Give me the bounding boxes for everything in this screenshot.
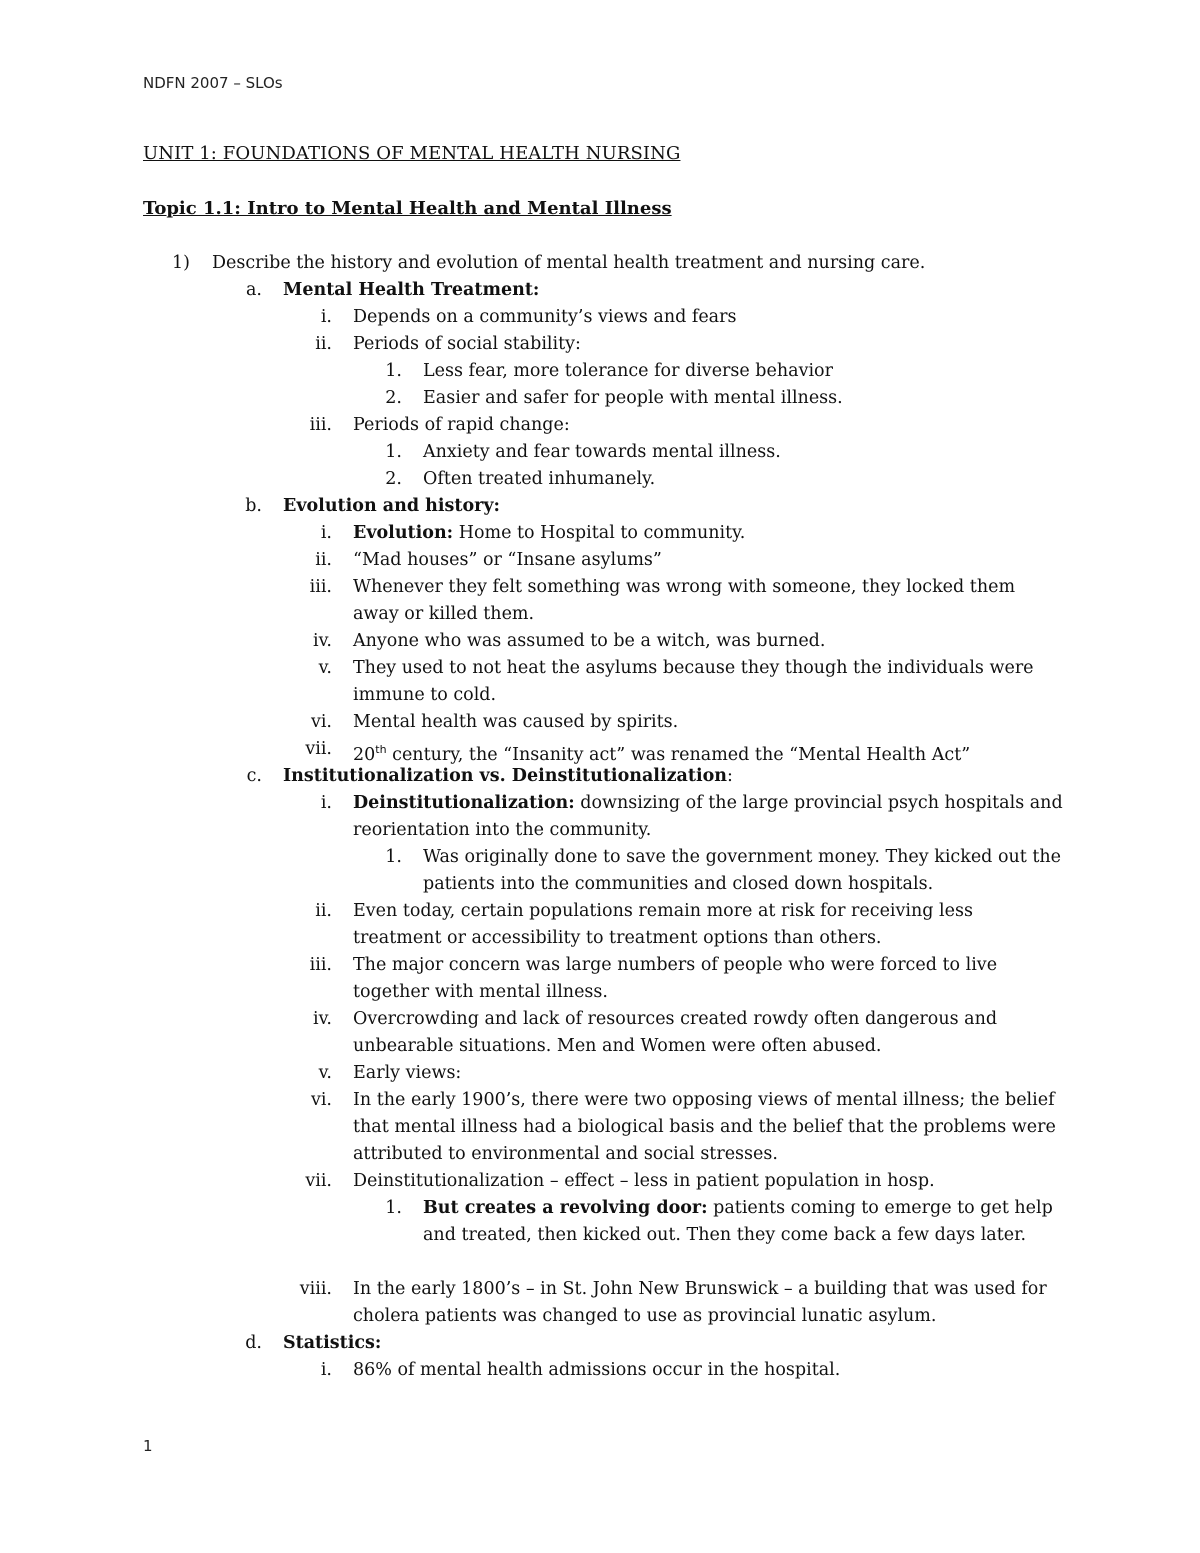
- list-item-text: Describe the history and evolution of mental health treatment and nursing care.: [212, 253, 926, 273]
- section-label: [283, 763, 1123, 790]
- list-item: [0, 898, 1200, 952]
- section-label: Statistics:: [283, 1333, 382, 1353]
- list-item-text: Early views:: [353, 1063, 462, 1083]
- list-marker: i.: [320, 1360, 332, 1380]
- list-item-text: Depends on a community’s views and fears: [353, 307, 737, 327]
- list-item-text: Was originally done to save the government money. They kicked out the patients into the communities and closed down hospitals.: [423, 847, 1062, 894]
- list-item-text: Anyone who was assumed to be a witch, was burned.: [353, 631, 826, 651]
- list-marker: 2.: [385, 469, 402, 489]
- list-item-text: Mental health was caused by spirits.: [353, 712, 679, 732]
- list-marker: v.: [318, 658, 332, 678]
- list-item: [0, 1357, 1200, 1384]
- list-marker: 1.: [385, 1198, 402, 1218]
- list-item-text: Deinstitutionalization – effect – less in patient population in hosp.: [353, 1171, 935, 1191]
- list-item: [0, 547, 1200, 574]
- list-marker: ii.: [315, 901, 332, 921]
- list-item: [0, 1006, 1200, 1060]
- list-marker: vii.: [305, 739, 332, 759]
- list-item-text: [423, 1195, 1068, 1249]
- list-item: [0, 304, 1200, 331]
- section-label-suffix: :: [727, 766, 733, 786]
- list-item: [0, 1060, 1200, 1087]
- list-item-text: [353, 790, 1065, 844]
- list-marker: 1.: [385, 847, 402, 867]
- list-item: [0, 1087, 1200, 1168]
- list-item: [0, 412, 1200, 439]
- list-item-text: Periods of rapid change:: [353, 415, 570, 435]
- list-item: [0, 1276, 1200, 1330]
- list-item: [0, 331, 1200, 358]
- list-item-text: In the early 1800’s – in St. John New Brunswick – a building that was used for cholera patients was changed to use as provincial lunatic asylum.: [353, 1279, 1047, 1326]
- list-item: [0, 736, 1200, 763]
- unit-title: UNIT 1: FOUNDATIONS OF MENTAL HEALTH NURSING: [143, 143, 681, 164]
- outline-item-c: [0, 763, 1200, 790]
- bold-term: But creates a revolving door:: [423, 1198, 708, 1218]
- list-item-text: Overcrowding and lack of resources created rowdy often dangerous and unbearable situations. Men and Women were often abused.: [353, 1009, 998, 1056]
- outline-item-b: [0, 493, 1200, 520]
- list-item: [0, 1168, 1200, 1195]
- outline-item-d: [0, 1330, 1200, 1357]
- outline-item-1: [0, 250, 1200, 277]
- topic-title: Topic 1.1: Intro to Mental Health and Mental Illness: [143, 198, 672, 219]
- list-item-text: The major concern was large numbers of people who were forced to live together with mental illness.: [353, 955, 998, 1002]
- list-item-text: 86% of mental health admissions occur in the hospital.: [353, 1360, 841, 1380]
- list-item-text: “Mad houses” or “Insane asylums”: [353, 550, 662, 570]
- list-marker: ii.: [315, 334, 332, 354]
- list-item: [0, 655, 1200, 709]
- list-item: [0, 439, 1200, 466]
- list-marker: iii.: [309, 577, 332, 597]
- list-item: [0, 628, 1200, 655]
- section-label: Evolution and history:: [283, 496, 500, 516]
- list-item-text: Less fear, more tolerance for diverse behavior: [423, 361, 833, 381]
- item-body: patients coming to emerge to get help and treated, then kicked out. Then they come back a few days later.: [423, 1198, 1053, 1245]
- list-marker: 1.: [385, 361, 402, 381]
- list-marker: a.: [246, 280, 262, 300]
- outline-list: [0, 250, 1200, 1384]
- list-item-text: Anxiety and fear towards mental illness.: [423, 442, 781, 462]
- list-marker: 1): [172, 253, 190, 273]
- bold-term: Evolution:: [353, 523, 454, 543]
- section-label: Mental Health Treatment:: [283, 280, 540, 300]
- list-marker: c.: [246, 766, 262, 786]
- list-marker: ii.: [315, 550, 332, 570]
- list-marker: d.: [245, 1333, 262, 1353]
- list-marker: i.: [320, 793, 332, 813]
- item-body: century, the “Insanity act” was renamed the “Mental Health Act”: [386, 744, 971, 765]
- list-marker: b.: [245, 496, 262, 516]
- bold-term: Deinstitutionalization:: [353, 793, 575, 813]
- list-item: [0, 466, 1200, 493]
- list-item: [0, 709, 1200, 736]
- ordinal-superscript: th: [375, 743, 387, 756]
- list-item: [0, 385, 1200, 412]
- list-marker: 1.: [385, 442, 402, 462]
- outline-item-a: [0, 277, 1200, 304]
- century-number: 20: [353, 744, 376, 765]
- list-item-text: In the early 1900’s, there were two opposing views of mental illness; the belief that mental illness had a biological basis and the belief that the problems were attributed to environmental and social stresses.: [353, 1090, 1056, 1164]
- page-header: NDFN 2007 – SLOs: [143, 74, 283, 92]
- list-item-text: Periods of social stability:: [353, 334, 581, 354]
- list-item-text: Even today, certain populations remain more at risk for receiving less treatment or accessibility to treatment options than others.: [353, 901, 973, 948]
- list-item: [0, 844, 1200, 898]
- list-marker: 2.: [385, 388, 402, 408]
- list-item-text: They used to not heat the asylums because they though the individuals were immune to cold.: [353, 658, 1034, 705]
- list-marker: iv.: [313, 631, 332, 651]
- item-body: Home to Hospital to community.: [453, 523, 746, 543]
- list-marker: vii.: [305, 1171, 332, 1191]
- list-item-text: Whenever they felt something was wrong with someone, they locked them away or killed them.: [353, 577, 1016, 624]
- section-label-bold: Institutionalization vs. Deinstitutionalization: [283, 766, 728, 786]
- list-marker: iii.: [309, 955, 332, 975]
- list-marker: iv.: [313, 1009, 332, 1029]
- page-number: 1: [143, 1437, 153, 1455]
- list-item: [0, 790, 1200, 844]
- list-item-text: Often treated inhumanely.: [423, 469, 656, 489]
- list-marker: i.: [320, 307, 332, 327]
- list-item-text: [353, 520, 1065, 547]
- list-marker: viii.: [299, 1279, 332, 1299]
- list-item: [0, 952, 1200, 1006]
- list-marker: i.: [320, 523, 332, 543]
- item-body: downsizing of the large provincial psych hospitals and reorientation into the community.: [353, 793, 1063, 840]
- list-item: [0, 520, 1200, 547]
- list-marker: vi.: [310, 1090, 332, 1110]
- list-marker: vi.: [310, 712, 332, 732]
- list-item-text: Easier and safer for people with mental illness.: [423, 388, 843, 408]
- list-marker: v.: [318, 1063, 332, 1083]
- list-marker: iii.: [309, 415, 332, 435]
- list-item: [0, 1195, 1200, 1276]
- list-item: [0, 574, 1200, 628]
- list-item: [0, 358, 1200, 385]
